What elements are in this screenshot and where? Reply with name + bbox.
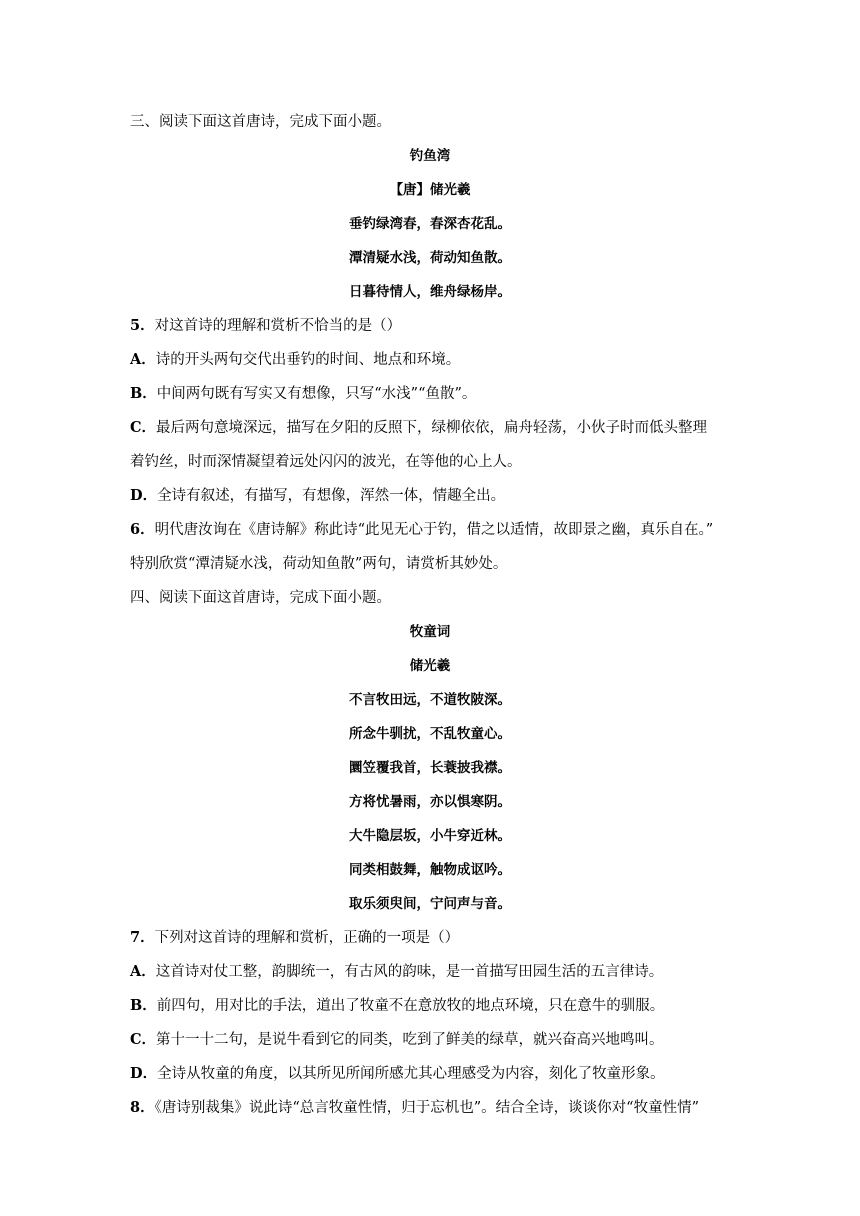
question-stem: 明代唐汝询在《唐诗解》称此诗“此见无心于钓，借之以适情，故即景之幽，真乐自在。” bbox=[154, 522, 714, 538]
question-8 bbox=[130, 1098, 740, 1118]
option-b bbox=[130, 384, 740, 404]
question-6 bbox=[130, 520, 740, 540]
section-3-heading: 三、阅读下面这首唐诗，完成下面小题。 bbox=[130, 114, 391, 130]
option-a bbox=[130, 350, 740, 370]
option-d bbox=[130, 1064, 740, 1084]
option-letter: D． bbox=[130, 1065, 158, 1082]
option-letter: A． bbox=[130, 963, 156, 980]
question-7 bbox=[130, 928, 740, 948]
poem-1-title: 钓鱼湾 bbox=[409, 148, 451, 164]
question-6-continued: 特别欣赏“潭清疑水浅，荷动知鱼散”两句，请赏析其妙处。 bbox=[130, 556, 508, 572]
poem-1-line: 垂钓绿湾春，春深杏花乱。 bbox=[349, 216, 511, 232]
question-number: 5． bbox=[130, 317, 155, 334]
option-letter: A． bbox=[130, 351, 156, 368]
question-number: 8． bbox=[130, 1099, 155, 1116]
poem-2-line: 同类相鼓舞，触物成讴吟。 bbox=[349, 862, 511, 878]
question-number: 6． bbox=[130, 521, 155, 538]
question-stem: 《唐诗别裁集》说此诗“总言牧童性情，归于忘机也”。结合全诗，谈谈你对“牧童性情” bbox=[154, 1100, 699, 1116]
option-d bbox=[130, 486, 740, 506]
option-text: 全诗有叙述，有描写，有想像，浑然一体，情趣全出。 bbox=[157, 488, 506, 504]
option-text: 中间两句既有写实又有想像，只写“水浅”“鱼散”。 bbox=[156, 386, 477, 402]
poem-2-author: 储光羲 bbox=[409, 658, 451, 674]
poem-2-line: 取乐须臾间，宁问声与音。 bbox=[349, 896, 511, 912]
poem-2-title: 牧童词 bbox=[409, 624, 451, 640]
option-letter: B． bbox=[130, 385, 157, 402]
poem-2-line: 圜笠覆我首，长蓑披我襟。 bbox=[349, 760, 511, 776]
question-5 bbox=[130, 316, 740, 336]
option-a bbox=[130, 962, 740, 982]
poem-2-line: 所念牛驯扰，不乱牧童心。 bbox=[349, 726, 511, 742]
option-text: 第十一十二句，是说牛看到它的同类，吃到了鲜美的绿草，就兴奋高兴地鸣叫。 bbox=[156, 1032, 664, 1048]
poem-1-author: 【唐】储光羲 bbox=[389, 182, 471, 198]
option-text: 这首诗对仗工整，韵脚统一，有古风的韵味，是一首描写田园生活的五言律诗。 bbox=[155, 964, 664, 980]
option-text: 前四句，用对比的手法，道出了牧童不在意放牧的地点环境，只在意牛的驯服。 bbox=[156, 998, 665, 1014]
poem-1-line: 潭清疑水浅，荷动知鱼散。 bbox=[349, 250, 511, 266]
option-text: 诗的开头两句交代出垂钓的时间、地点和环境。 bbox=[155, 352, 461, 368]
option-text: 全诗从牧童的角度，以其所见所闻所感尤其心理感受为内容，刻化了牧童形象。 bbox=[157, 1066, 665, 1082]
question-stem: 下列对这首诗的理解和赏析，正确的一项是（） bbox=[154, 930, 460, 946]
option-text: 最后两句意境深远，描写在夕阳的反照下，绿柳依依，扁舟轻荡，小伙子时而低头整理 bbox=[156, 420, 708, 436]
poem-2-line: 方将忧暑雨，亦以惧寒阴。 bbox=[349, 794, 511, 810]
option-c bbox=[130, 418, 740, 438]
option-letter: D． bbox=[130, 487, 158, 504]
option-letter: C． bbox=[130, 419, 157, 436]
question-stem: 对这首诗的理解和赏析不恰当的是（） bbox=[154, 318, 402, 334]
poem-1-line: 日暮待情人，维舟绿杨岸。 bbox=[349, 284, 511, 300]
option-letter: B． bbox=[130, 997, 157, 1014]
question-number: 7． bbox=[130, 929, 155, 946]
poem-2-line: 不言牧田远，不道牧陂深。 bbox=[349, 692, 511, 708]
option-letter: C． bbox=[130, 1031, 157, 1048]
option-c-continued: 着钓丝，时而深情凝望着远处闪闪的波光，在等他的心上人。 bbox=[130, 454, 522, 470]
section-4-heading: 四、阅读下面这首唐诗，完成下面小题。 bbox=[130, 590, 391, 606]
option-b bbox=[130, 996, 740, 1016]
poem-2-line: 大牛隐层坂，小牛穿近林。 bbox=[349, 828, 511, 844]
option-c bbox=[130, 1030, 740, 1050]
